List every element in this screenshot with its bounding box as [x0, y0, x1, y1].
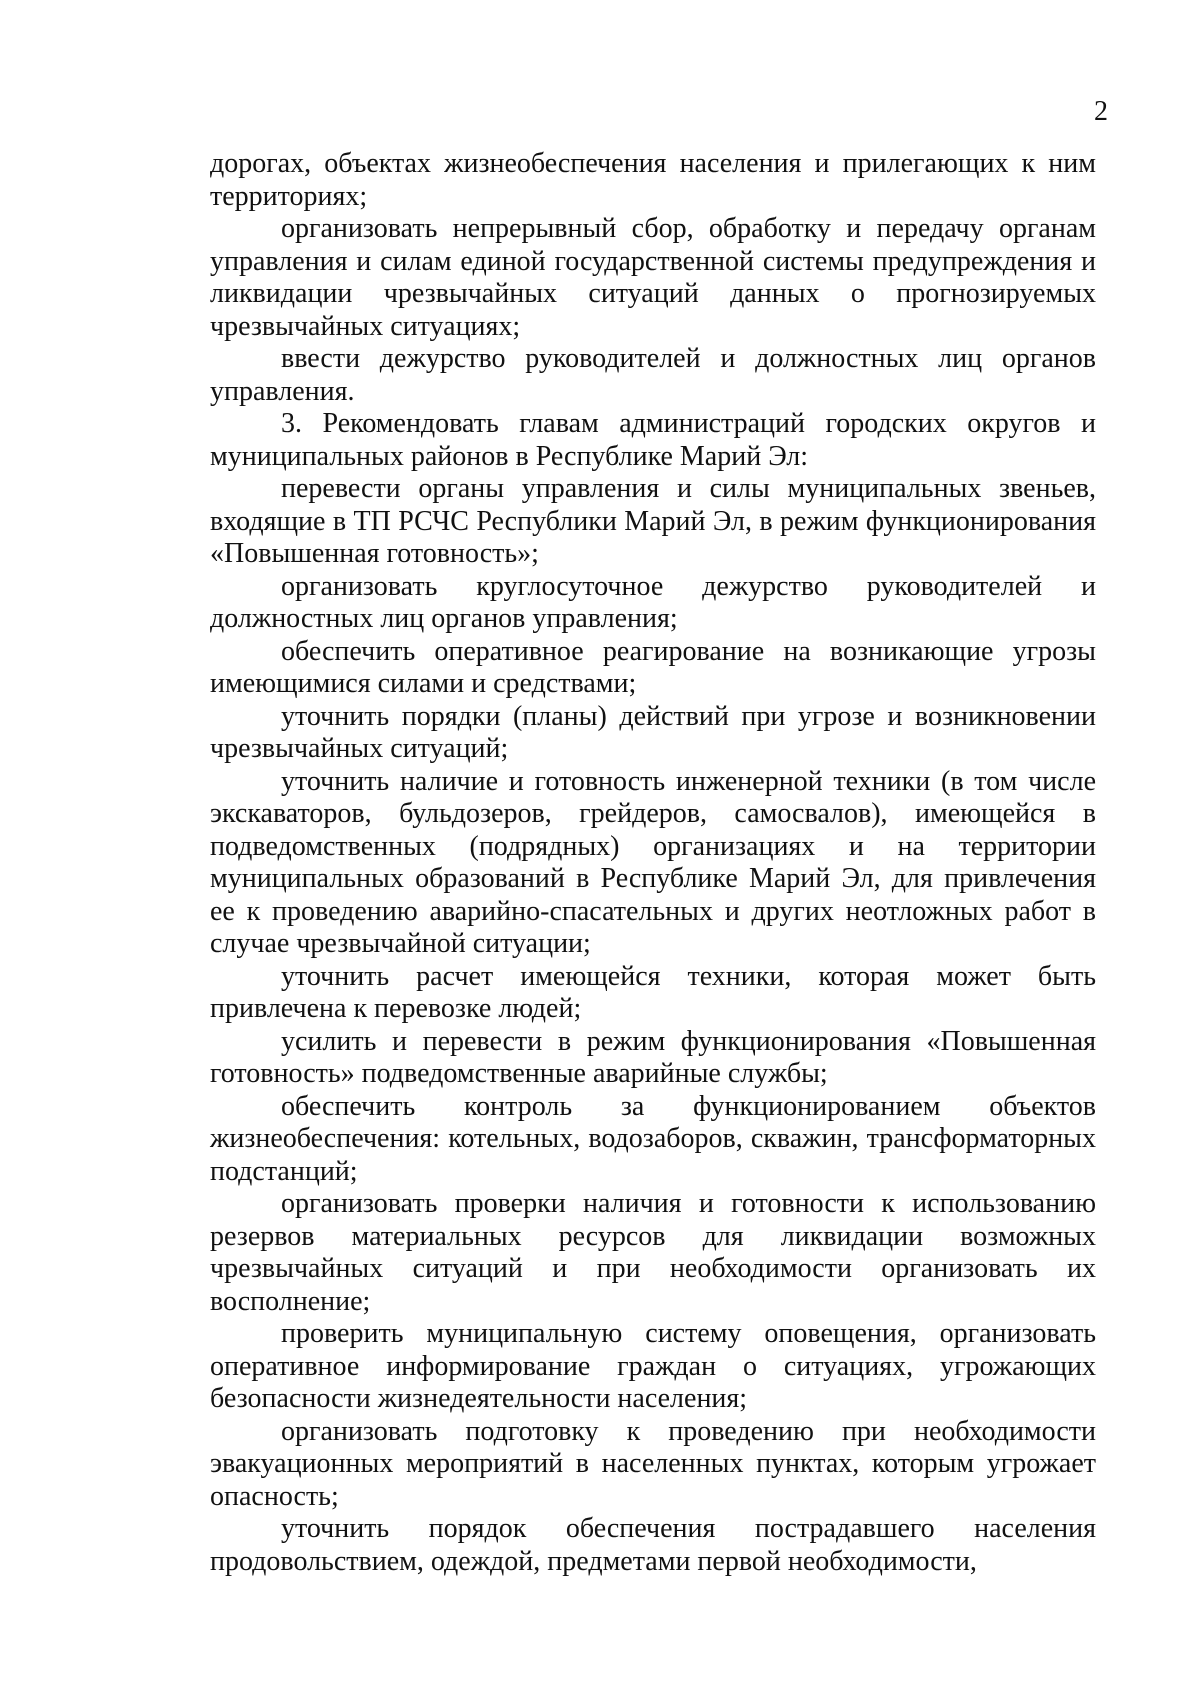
paragraph-12: обеспечить контроль за функционированием объектов жизнеобеспечения: котельных, водозаборов, скважин, трансформаторных подстанций;: [210, 1090, 1096, 1187]
paragraph-1: дорогах, объектах жизнеобеспечения населения и прилегающих к ним территориях;: [210, 148, 1096, 212]
paragraph-8: уточнить порядки (планы) действий при угрозе и возникновении чрезвычайных ситуаций;: [210, 700, 1096, 764]
paragraph-13: организовать проверки наличия и готовности к использованию резервов материальных ресурсов для ликвидации возможных чрезвычайных ситуаций и при необходимости организовать их восполнение;: [210, 1188, 1096, 1317]
paragraph-16: уточнить порядок обеспечения пострадавшего населения продовольствием, одеждой, предметами первой необходимости,: [210, 1513, 1096, 1577]
paragraph-7: обеспечить оперативное реагирование на возникающие угрозы имеющимися силами и средствами;: [210, 635, 1096, 699]
paragraph-5: перевести органы управления и силы муниципальных звеньев, входящие в ТП РСЧС Республики Марий Эл, в режим функционирования «Повышенная готовность»;: [210, 473, 1096, 569]
paragraph-10: уточнить расчет имеющейся техники, которая может быть привлечена к перевозке людей;: [210, 960, 1096, 1024]
document-body: [210, 148, 1096, 1578]
paragraph-6: организовать круглосуточное дежурство руководителей и должностных лиц органов управления;: [210, 570, 1096, 634]
paragraph-11: усилить и перевести в режим функционирования «Повышенная готовность» подведомственные аварийные службы;: [210, 1025, 1096, 1089]
paragraph-4: 3. Рекомендовать главам администраций городских округов и муниципальных районов в Республике Марий Эл:: [210, 408, 1096, 472]
paragraph-15: организовать подготовку к проведению при необходимости эвакуационных мероприятий в населенных пунктах, которым угрожает опасность;: [210, 1415, 1096, 1512]
paragraph-3: ввести дежурство руководителей и должностных лиц органов управления.: [210, 343, 1096, 407]
paragraph-14: проверить муниципальную систему оповещения, организовать оперативное информирование граждан о ситуациях, угрожающих безопасности жизнедеятельности населения;: [210, 1318, 1096, 1414]
page-number: 2: [1094, 96, 1108, 127]
paragraph-9: уточнить наличие и готовность инженерной техники (в том числе экскаваторов, бульдозеров, грейдеров, самосвалов), имеющейся в подведомственных (подрядных) организациях и на территории муниципальных образований в Республике Марий Эл, для привлечения ее к проведению аварийно-спасательных и других неотложных работ в случае чрезвычайной ситуации;: [210, 765, 1096, 959]
paragraph-2: организовать непрерывный сбор, обработку и передачу органам управления и силам единой государственной системы предупреждения и ликвидации чрезвычайных ситуаций данных о прогнозируемых чрезвычайных ситуациях;: [210, 213, 1096, 342]
